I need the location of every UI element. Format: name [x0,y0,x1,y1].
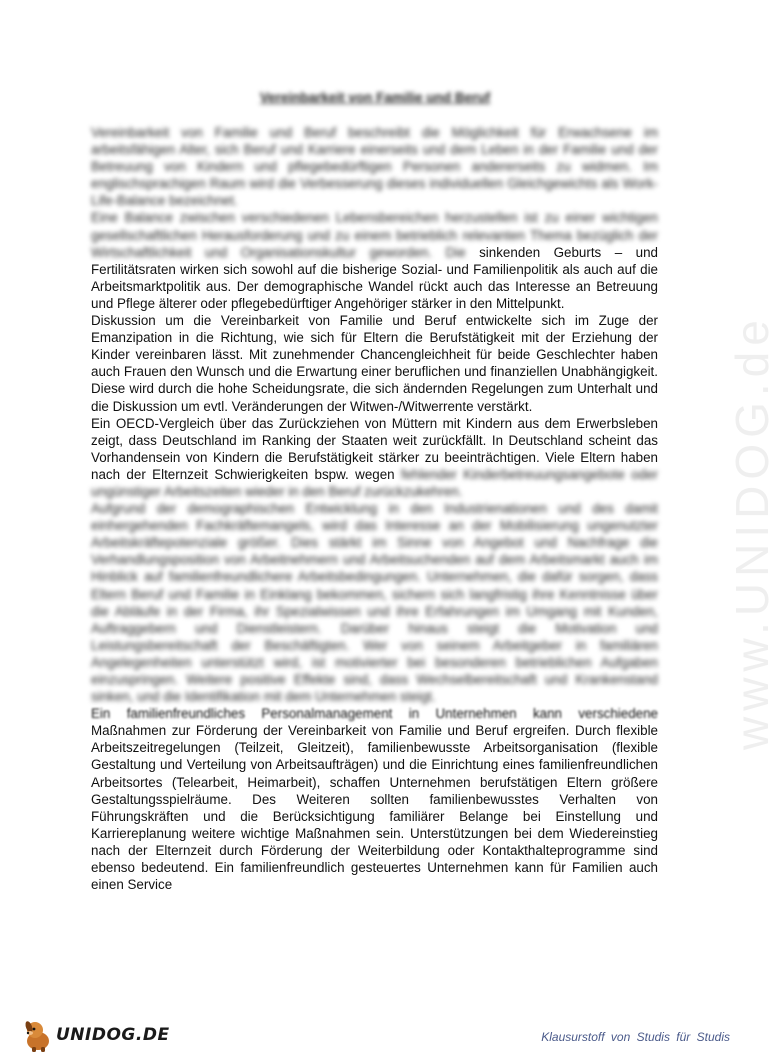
paragraph-4-clear: Ein OECD-Vergleich über das Zurückziehen von Müttern mit Kindern aus dem Erwerbsleben zeigt, dass Deutschland im Ranking der Staaten weit zurückfällt. In Deutschland scheint das Vorhandensein von Kindern die Berufstätigkeit stärker zu beeinträchtigen. Viele Eltern haben nach der Elternzeit Schwierigkeiten bspw. wegen [91,415,658,482]
paragraph-5: Aufgrund der demographischen Entwicklung in den Industrienationen und des damit einhergehenden Fachkräftemangels, wird das Interesse an der Mobilisierung ungenutzter Arbeitskräftepotenziale größer. Dies stärkt im Sinne von Angebot und Nachfrage die Verhandlungsposition von Arbeitnehmern und Arbeitsuchenden auf dem Arbeitsmarkt auch im Hinblick auf familienfreundlichere Arbeitsbedingungen. Unternehmen, die dafür sorgen, dass Eltern Beruf und Familie in Einklang bekommen, sichern sich langfristig ihre Kenntnisse über die Abläufe in der Firma, ihr Spezialwissen und ihre Erfahrungen im Umgang mit Kunden, Auftraggebern und Dienstleistern. Darüber hinaus steigt die Motivation und Leistungsbereitschaft der Beschäftigten. Wer von seinem Arbeitgeber in familiären Angelegenheiten unterstützt wird, ist motivierter bei besonderen betrieblichen Aufgaben einzuspringen. Weitere positive Effekte sind, dass Wechselbereitschaft und Krankenstand sinken, und die Identifikation mit dem Unternehmen steigt. [91,501,658,705]
paragraph-2 [91,209,658,312]
footer-tagline: Klausurstoff von Studis für Studis [541,1030,730,1044]
watermark-area [665,250,778,770]
unidog-logo [20,1015,170,1055]
paragraph-4-blurred: fehlender Kinderbetreuungsangebote oder ungünstiger Arbeitszeiten wieder in den Beruf zurückzukehren. [91,466,658,499]
dog-mascot-icon [20,1017,54,1053]
paragraph-4 [91,415,658,500]
logo-text: UNIDOG.DE [56,1025,170,1045]
watermark-text: www.UNIDOG.de [726,314,778,750]
paragraph-2-blurred: Eine Balance zwischen verschiedenen Lebensbereichen herzustellen ist zu einer wichtigen gesellschaftlichen Herausforderung und zu einem betrieblich relevanten Thema bezüglich der Wirtschaftlichkeit und Organisationskultur geworden. Die [91,210,658,260]
paragraph-1: Vereinbarkeit von Familie und Beruf beschreibt die Möglichkeit für Erwachsene im arbeitsfähigen Alter, sich Beruf und Karriere einerseits und dem Leben in der Familie und der Betreuung von Kindern und pflegebedürftigen Personen andererseits zu widmen. Im englischsprachigen Raum wird die Verbesserung dieses individuellen Gleichgewichts als Work-Life-Balance bezeichnet. [91,125,658,209]
paragraph-2-clear: sinkenden Geburts – und Fertilitätsraten wirken sich sowohl auf die bisherige Sozial- und Familienpolitik als auch auf die Arbeitsmarktpolitik aus. Der demographische Wandel rückt auch das Interesse an Betreuung und Pflege älterer oder pflegebedürftiger Angehöriger stärker in den Mittelpunkt. [91,244,658,311]
paragraph-3: Diskussion um die Vereinbarkeit von Familie und Beruf entwickelte sich im Zuge der Emanzipation in die Richtung, wie sich für Eltern die Berufstätigkeit mit der Erziehung der Kinder vereinbaren lässt. Mit zunehmender Chancengleichheit für beide Geschlechter haben auch Frauen den Wunsch und die Erwartung einer beruflichen und finanziellen Unabhängigkeit. Diese wird durch die hohe Scheidungsrate, die sich ändernden Regelungen zum Unterhalt und die Diskussion um evtl. Veränderungen der Witwen-/Witwerrente verstärkt. [91,313,658,414]
document-title: Vereinbarkeit von Familie und Beruf [259,90,491,105]
document-body [91,124,658,893]
paragraph-6-clear: Maßnahmen zur Förderung der Vereinbarkeit von Familie und Beruf ergreifen. Durch flexible Arbeitszeitregelungen (Teilzeit, Gleitzeit), familienbewusste Arbeitsorganisation (flexible Gestaltung und Verteilung von Arbeitsaufträgen) und die Einrichtung eines familienfreundlichen Arbeitsortes (Telearbeit, Heimarbeit), schaffen Unternehmen berufstätigen Eltern größere Gestaltungsspielräume. Des Weiteren sollten familienbewusstes Verhalten von Führungskräften und die Berücksichtigung familiärer Belange bei Einstellung und Karriereplanung weitere wichtige Maßnahmen sein. Unterstützungen bei dem Wiedereinstieg nach der Elternzeit durch Förderung der Weiterbildung oder Kontakthalteprogramme sind ebenso bedeutend. Ein familienfreundlich gesteuertes Unternehmen kann für Familien auch einen Service [91,723,658,893]
paragraph-6 [91,705,658,893]
paragraph-6-partial: Ein familienfreundliches Personalmanagement in Unternehmen kann verschiedene [91,706,658,722]
